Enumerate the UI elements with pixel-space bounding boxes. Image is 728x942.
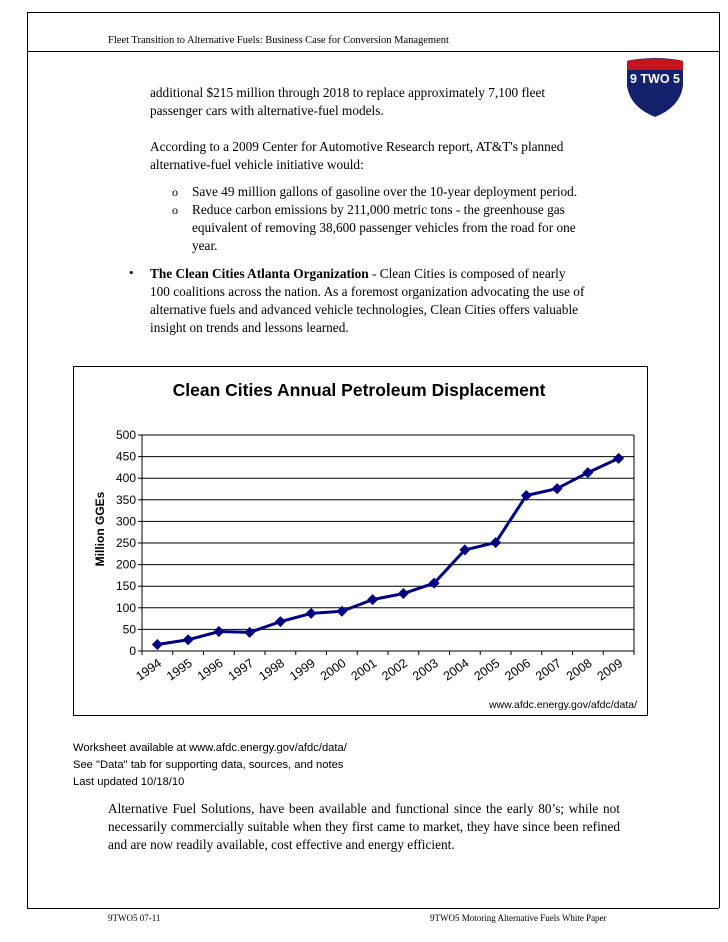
shield-top-band [627, 59, 683, 71]
top-rule [27, 12, 719, 13]
x-tick-label: 1996 [194, 655, 226, 684]
data-point-marker [183, 634, 194, 645]
footer-rule [27, 908, 719, 909]
y-tick-label: 200 [115, 557, 136, 572]
sub-bullet-list [172, 183, 612, 255]
y-tick-label: 100 [115, 600, 136, 615]
sub-bullet-text: Save 49 million gallons of gasoline over the 10-year deployment period. [192, 184, 578, 199]
closing-paragraph: Alternative Fuel Solutions, have been available and functional since the early 80’s; while not necessarily commercially suitable when they first came to market, they have since been refined and are now readily available, cost effective and energy efficient. [108, 801, 620, 852]
bullet-first-line [150, 265, 584, 283]
footer-left-text: 9TWO5 07-11 [108, 913, 161, 923]
x-tick-label: 2009 [594, 655, 626, 684]
note-line: Last updated 10/18/10 [73, 776, 185, 788]
sub-bullet-text: equivalent of removing 38,600 passenger vehicles from the road for one [192, 220, 576, 235]
footer-right-text: 9TWO5 Motoring Alternative Fuels White Paper [430, 913, 607, 923]
header-rule [27, 51, 719, 52]
y-tick-label: 0 [129, 644, 136, 658]
bullet-text: 100 coalitions across the nation. As a foremost organization advocating the use of [150, 284, 585, 299]
bullet-clean-cities [150, 265, 584, 337]
note-line: See "Data" tab for supporting data, sources, and notes [73, 759, 344, 771]
petroleum-chart [74, 367, 647, 715]
y-tick-label: 500 [115, 428, 136, 442]
data-point-marker [213, 626, 224, 637]
gridlines [138, 435, 634, 655]
data-point-marker [275, 616, 286, 627]
bullet-heading: The Clean Cities Atlanta Organization [150, 266, 369, 281]
interstate-logo [623, 56, 687, 120]
x-tick-label: 1998 [256, 655, 288, 684]
circle-bullet-icon: o [172, 185, 178, 199]
note-line: Worksheet available at www.afdc.energy.gov/afdc/data/ [73, 742, 347, 754]
chart-source-note: www.afdc.energy.gov/afdc/data/ [488, 699, 637, 711]
bullet-dot-icon: • [129, 265, 134, 280]
bullet-text: alternative fuels and advanced vehicle technologies, Clean Cities offers valuable [150, 302, 579, 317]
y-tick-labels [116, 428, 136, 658]
chart-container [73, 366, 648, 716]
x-tick-label: 2003 [410, 655, 441, 684]
data-point-marker [552, 483, 563, 494]
y-tick-label: 150 [115, 579, 136, 594]
data-point-marker [613, 453, 624, 464]
paragraph-car-report [150, 138, 563, 174]
sub-bullet-text: Reduce carbon emissions by 211,000 metric tons - the greenhouse gas [192, 202, 565, 217]
x-tick-labels [133, 656, 625, 683]
worksheet-notes [73, 740, 347, 791]
paragraph-line: alternative-fuel vehicle initiative would: [150, 157, 364, 172]
sub-bullet-item [172, 183, 612, 201]
x-tick-label: 2005 [471, 655, 503, 684]
y-tick-label: 300 [115, 514, 136, 529]
chart-title: Clean Cities Annual Petroleum Displacement [172, 380, 546, 400]
x-tick-label: 1995 [164, 655, 195, 684]
series-line [152, 453, 624, 650]
running-header: Fleet Transition to Alternative Fuels: Business Case for Conversion Management [108, 35, 449, 46]
paragraph-line: According to a 2009 Center for Automotive Research report, AT&T's planned [150, 139, 564, 154]
x-tick-label: 1994 [133, 655, 165, 684]
x-tick-label: 2000 [317, 655, 349, 684]
y-tick-label: 450 [115, 449, 136, 464]
x-tick-label: 2004 [440, 655, 472, 684]
data-point-marker [152, 639, 163, 650]
y-axis-label: Million GGEs [93, 491, 107, 567]
y-tick-label: 250 [115, 536, 136, 550]
paragraph-line: passenger cars with alternative-fuel models. [150, 103, 384, 118]
data-point-marker [398, 588, 409, 599]
series-polyline [157, 458, 618, 644]
logo-text: 9 TWO 5 [629, 72, 681, 86]
paragraph-cost [150, 84, 545, 120]
y-tick-label: 50 [122, 622, 136, 637]
x-tick-label: 2002 [379, 655, 411, 684]
data-point-marker [306, 608, 317, 619]
x-tick-label: 1997 [225, 655, 257, 684]
data-point-marker [367, 594, 378, 605]
y-tick-label: 400 [115, 471, 136, 486]
data-point-marker [582, 467, 593, 478]
sub-bullet-item [172, 201, 612, 255]
paragraph-line: additional $215 million through 2018 to replace approximately 7,100 fleet [150, 85, 546, 100]
sub-bullet-text: year. [192, 238, 218, 253]
y-tick-label: 350 [115, 492, 136, 507]
x-tick-label: 1999 [287, 655, 318, 684]
x-tick-label: 2008 [563, 655, 595, 684]
bullet-text: - Clean Cities is composed of nearly [368, 266, 566, 281]
x-tick-label: 2006 [502, 655, 534, 684]
data-point-marker [244, 627, 255, 638]
bullet-text: insight on trends and lessons learned. [150, 320, 349, 335]
x-tick-label: 2007 [533, 655, 564, 684]
circle-bullet-icon: o [172, 203, 178, 217]
x-tick-label: 2001 [348, 655, 380, 684]
